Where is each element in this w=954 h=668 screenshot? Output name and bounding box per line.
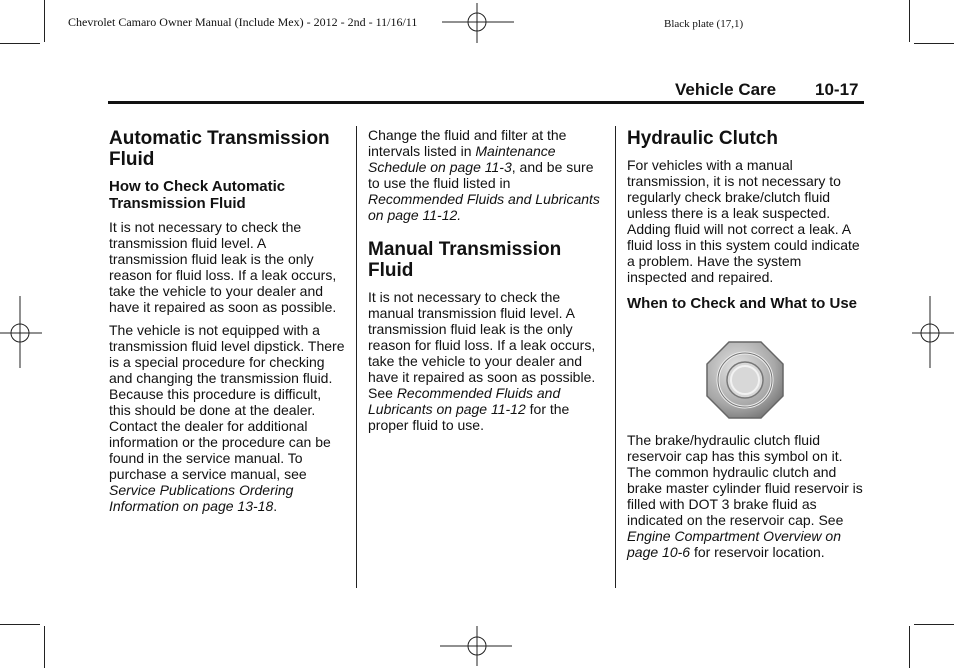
crop-mark bbox=[914, 624, 954, 625]
header-rule bbox=[108, 101, 864, 104]
paragraph bbox=[368, 289, 608, 433]
paragraph: It is not necessary to check the transmission fluid level. A transmission fluid leak is the only reason for fluid loss. If a leak occurs, take the vehicle to your dealer and have it repaired as soon as possible. bbox=[109, 219, 337, 315]
paragraph bbox=[627, 432, 863, 560]
crop-mark bbox=[0, 624, 40, 625]
print-metadata: Chevrolet Camaro Owner Manual (Include Mex) - 2012 - 2nd - 11/16/11 bbox=[68, 15, 418, 29]
registration-mark-icon bbox=[442, 3, 514, 43]
column-3 bbox=[627, 125, 863, 567]
cross-reference-link[interactable]: Recommended Fluids and Lubricants on page 11-12 bbox=[368, 385, 561, 417]
column-divider bbox=[356, 126, 357, 588]
paragraph-text: It is not necessary to check the manual transmission fluid level. A transmission fluid leak is the only reason for fluid loss. If a leak occurs, take the vehicle to your dealer and have it repaired as soon as possible. See bbox=[368, 289, 596, 401]
registration-mark-icon bbox=[0, 296, 42, 368]
symbol-figure bbox=[627, 340, 863, 420]
column-2 bbox=[368, 127, 608, 440]
cross-reference-link[interactable]: Engine Compartment Overview on page 10-6 bbox=[627, 528, 841, 560]
cross-reference-link[interactable]: Recommended Fluids and Lubricants on page 11-12. bbox=[368, 191, 600, 223]
section-title: Vehicle Care bbox=[675, 80, 777, 99]
paragraph-text: , and be sure to use the fluid listed in bbox=[368, 159, 594, 191]
registration-mark-icon bbox=[912, 296, 954, 368]
paragraph: For vehicles with a manual transmission, it is not necessary to regularly check brake/clutch fluid unless there is a leak suspected. Adding fluid will not correct a leak. A fluid loss in this system could indicate a problem. Have the system inspected and repaired. bbox=[627, 157, 860, 285]
column-1 bbox=[109, 125, 345, 521]
crop-mark bbox=[909, 626, 910, 668]
cross-reference-link[interactable]: Service Publications Ordering Information on page 13-18 bbox=[109, 482, 294, 514]
crop-mark bbox=[44, 0, 45, 42]
section-heading: Automatic Transmission Fluid bbox=[109, 128, 330, 170]
cross-reference-link[interactable]: Maintenance Schedule on page 11-3 bbox=[368, 143, 556, 175]
paragraph-text: for the proper fluid to use. bbox=[368, 401, 570, 433]
crop-mark bbox=[909, 0, 910, 42]
paragraph-text: for reservoir location. bbox=[690, 544, 825, 560]
section-heading: Manual Transmission Fluid bbox=[368, 239, 562, 281]
crop-mark bbox=[44, 626, 45, 668]
reservoir-cap-symbol-icon bbox=[705, 340, 785, 420]
subsection-heading: When to Check and What to Use bbox=[627, 295, 858, 312]
paragraph-text: Change the fluid and filter at the intervals listed in bbox=[368, 127, 567, 159]
crop-mark bbox=[0, 43, 40, 44]
plate-label: Black plate (17,1) bbox=[664, 18, 744, 30]
subsection-heading: How to Check Automatic Transmission Fluid bbox=[109, 178, 286, 212]
paragraph-text: The vehicle is not equipped with a transmission fluid level dipstick. There is a special procedure for checking and changing the transmission fluid. Because this procedure is difficult, this should be done at the dealer. Contact the dealer for additional information or the procedure can be found in the service manual. To purchase a service manual, see bbox=[109, 322, 345, 482]
paragraph-text: . bbox=[273, 498, 278, 514]
paragraph bbox=[368, 127, 608, 223]
column-divider bbox=[615, 126, 616, 588]
paragraph-text: The brake/hydraulic clutch fluid reservoir cap has this symbol on it. The common hydraulic clutch and brake master cylinder fluid reservoir is filled with DOT 3 brake fluid as indicated on the reservoir cap. See bbox=[627, 432, 863, 528]
paragraph bbox=[109, 322, 345, 514]
page-number: 10-17 bbox=[815, 80, 859, 99]
crop-mark bbox=[914, 43, 954, 44]
registration-mark-icon bbox=[440, 626, 512, 666]
section-heading: Hydraulic Clutch bbox=[627, 128, 778, 149]
